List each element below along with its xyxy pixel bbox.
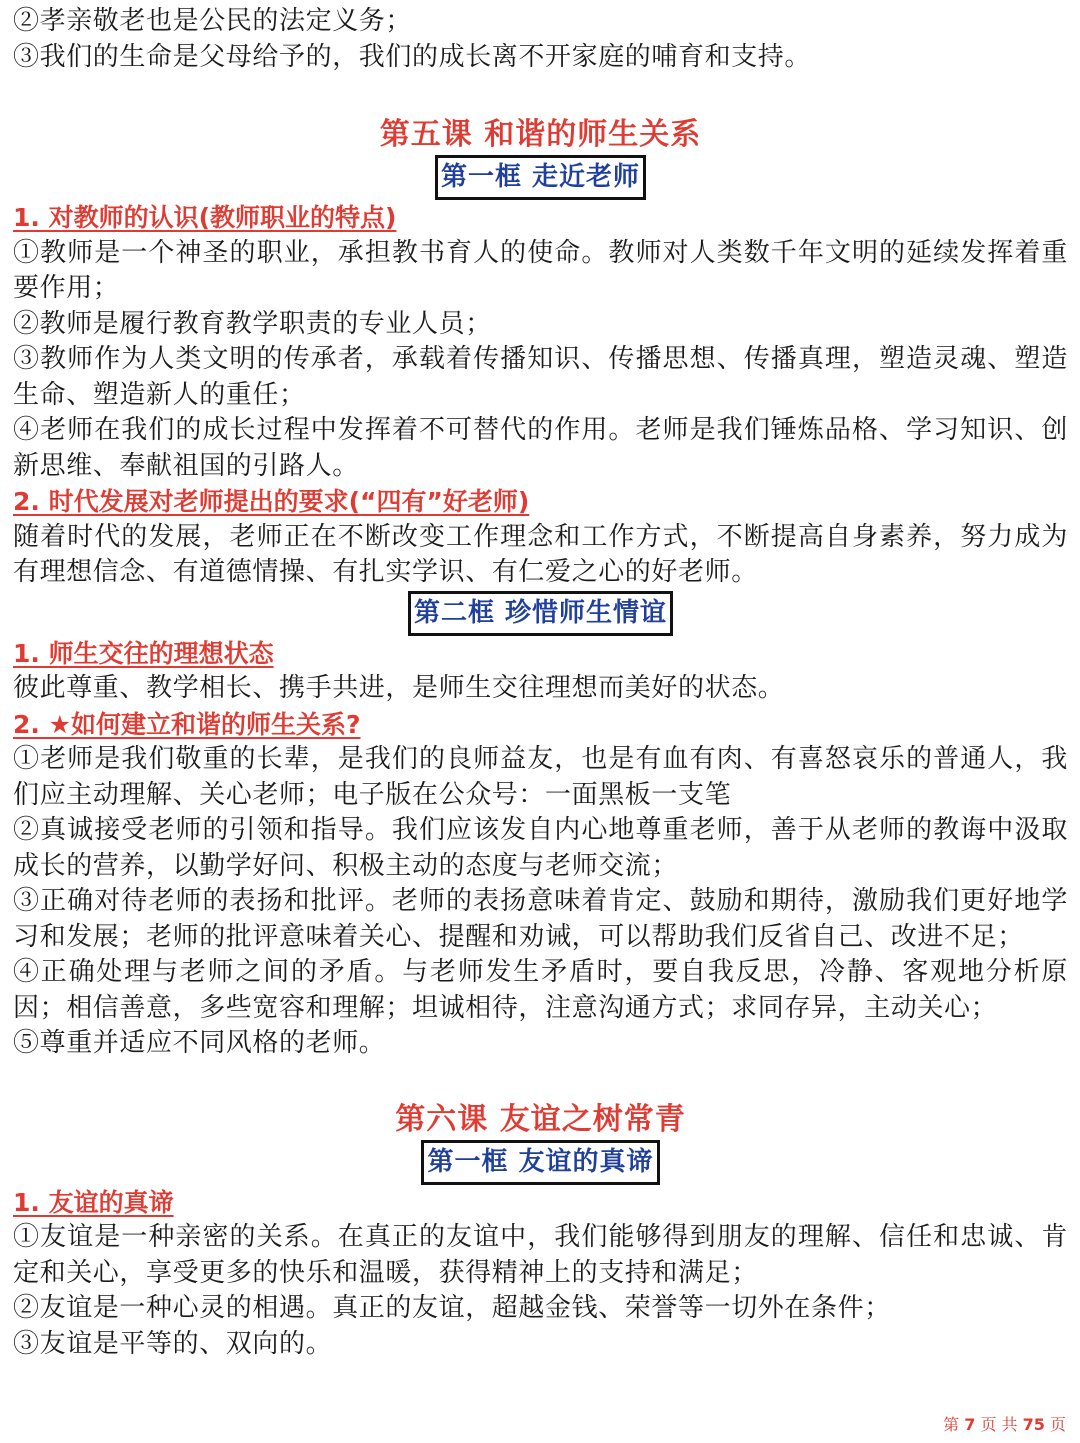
section-heading: 1. 师生交往的理想状态 (13, 638, 274, 668)
point-text: 随着时代的发展，老师正在不断改变工作理念和工作方式，不断提高自身素养，努力成为有理想信念、有道德情操、有扎实学识、有仁爱之心的好老师。 (13, 521, 1068, 587)
frame-title-wrap (13, 591, 1068, 636)
section-heading: 2. ★如何建立和谐的师生关系? (13, 709, 361, 739)
frame-title-wrap (13, 155, 1068, 200)
point-text: ①友谊是一种亲密的关系。在真正的友谊中，我们能够得到朋友的理解、信任和忠诚、肯定和关心，享受更多的快乐和温暖，获得精神上的支持和满足； (13, 1222, 1068, 1288)
lesson-title: 第五课 和谐的师生关系 (379, 117, 702, 152)
point-text: ④正确处理与老师之间的矛盾。与老师发生矛盾时，要自我反思，冷静、客观地分析原因；相信善意，多些宽容和理解；坦诚相待，注意沟通方式；求同存异，主动关心； (13, 957, 1068, 1023)
point-text: ③教师作为人类文明的传承者，承载着传播知识、传播思想、传播真理，塑造灵魂、塑造生命、塑造新人的重任； (13, 344, 1068, 410)
lesson-title: 第六课 友谊之树常青 (395, 1101, 686, 1137)
point-text: ①教师是一个神圣的职业，承担教书育人的使命。教师对人类数千年文明的延续发挥着重要作用； (13, 237, 1068, 303)
point-text: ⑤尊重并适应不同风格的老师。 (13, 1028, 386, 1058)
page-total: 75 (1022, 1415, 1045, 1434)
frame-title: 第一框 走近老师 (435, 155, 646, 200)
intro-line: ③我们的生命是父母给予的，我们的成长离不开家庭的哺育和支持。 (13, 41, 812, 72)
intro-line: ②孝亲敬老也是公民的法定义务； (13, 6, 413, 36)
point-text: ③友谊是平等的、双向的。 (13, 1328, 333, 1359)
page-current: 7 (964, 1415, 976, 1434)
frame-title: 第一框 友谊的真谛 (421, 1140, 659, 1185)
frame-title: 第二框 珍惜师生情谊 (408, 591, 673, 636)
section-heading: 2. 时代发展对老师提出的要求(“四有”好老师) (13, 487, 530, 516)
page-number (943, 1412, 1066, 1435)
point-text: ②真诚接受老师的引领和指导。我们应该发自内心地尊重老师，善于从老师的教诲中汲取成长的营养，以勤学好问、积极主动的态度与老师交流； (13, 815, 1068, 881)
section-heading: 1. 对教师的认识(教师职业的特点) (13, 203, 397, 232)
point-text: ③正确对待老师的表扬和批评。老师的表扬意味着肯定、鼓励和期待，激励我们更好地学习和发展；老师的批评意味着关心、提醒和劝诫，可以帮助我们反省自己、改进不足； (13, 886, 1068, 952)
point-text: ①老师是我们敬重的长辈，是我们的良师益友，也是有血有肉、有喜怒哀乐的普通人，我们应主动理解、关心老师；电子版在公众号：一面黑板一支笔 (13, 744, 1068, 810)
point-text: ②友谊是一种心灵的相遇。真正的友谊，超越金钱、荣誉等一切外在条件； (13, 1293, 891, 1323)
spacer (13, 75, 1068, 115)
frame-title-wrap (13, 1140, 1068, 1185)
point-text: 彼此尊重、教学相长、携手共进，是师生交往理想而美好的状态。 (13, 673, 785, 703)
page-suffix: 页 (1049, 1415, 1066, 1434)
spacer (13, 1062, 1068, 1100)
page-prefix: 第 (943, 1415, 960, 1434)
point-text: ②教师是履行教育教学职责的专业人员； (13, 308, 492, 339)
page-middle: 页 共 (980, 1415, 1018, 1434)
section-heading: 1. 友谊的真谛 (13, 1187, 174, 1217)
point-text: ④老师在我们的成长过程中发挥着不可替代的作用。老师是我们锤炼品格、学习知识、创新思维、奉献祖国的引路人。 (13, 415, 1068, 481)
